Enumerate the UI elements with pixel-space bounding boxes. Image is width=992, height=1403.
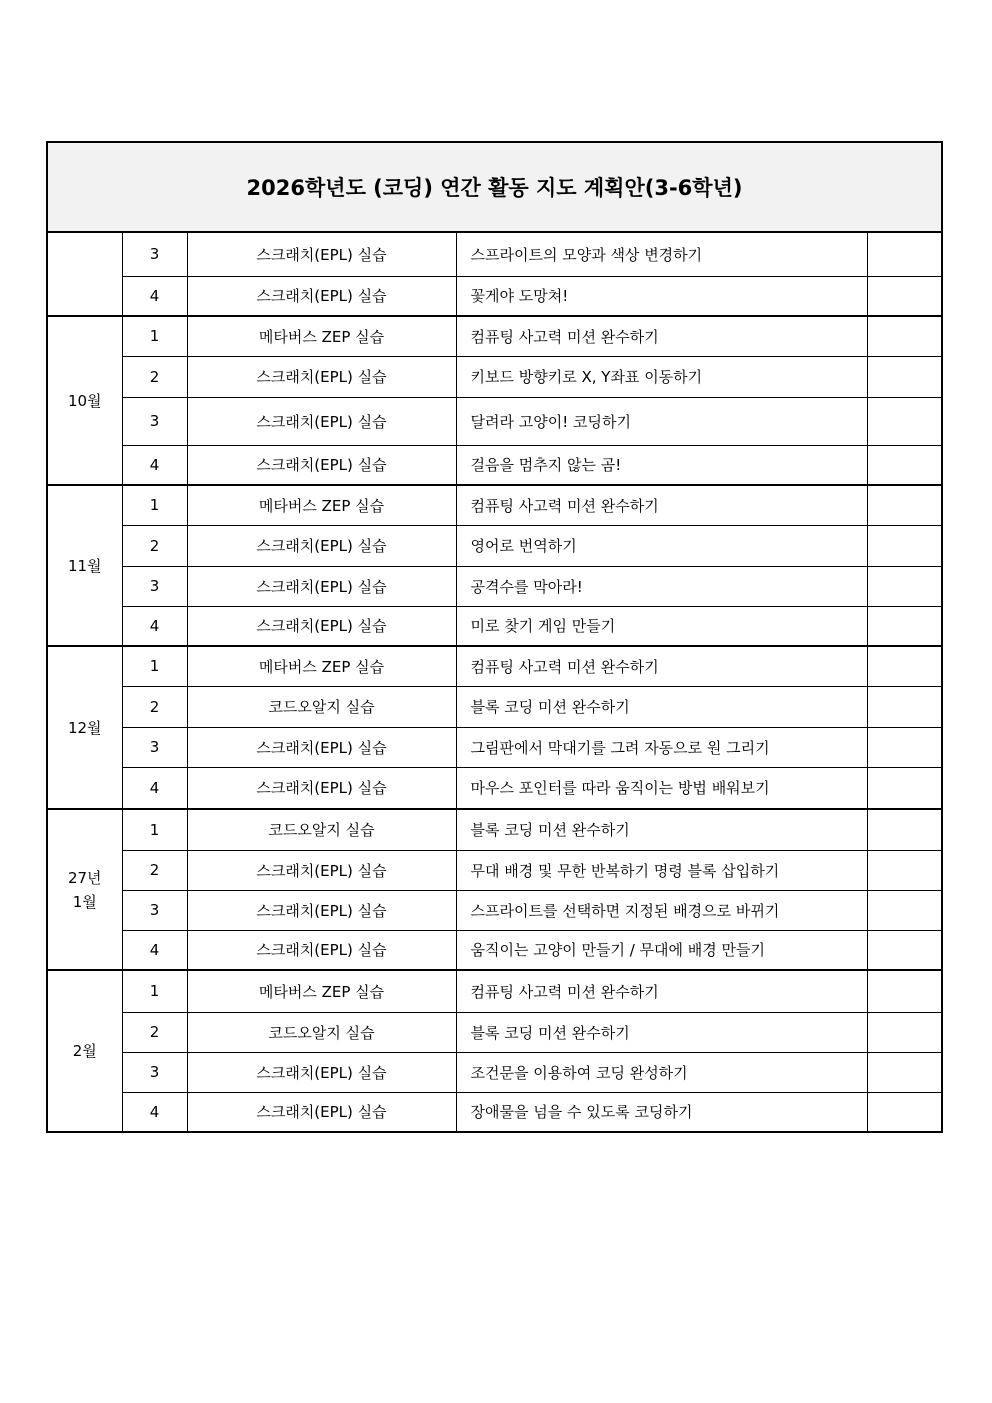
week-cell: 3 — [122, 232, 187, 276]
program-cell: 스크래치(EPL) 실습 — [187, 930, 456, 970]
week-cell: 4 — [122, 767, 187, 809]
month-cell: 11월 — [47, 485, 122, 646]
activity-cell: 걸음을 멈추지 않는 곰! — [456, 445, 867, 485]
week-cell: 4 — [122, 276, 187, 316]
table-row — [47, 232, 942, 276]
activity-cell: 컴퓨팅 사고력 미션 완수하기 — [456, 485, 867, 525]
program-cell: 스크래치(EPL) 실습 — [187, 276, 456, 316]
program-cell: 스크래치(EPL) 실습 — [187, 606, 456, 646]
week-cell: 3 — [122, 566, 187, 606]
table-row — [47, 445, 942, 485]
table-row — [47, 397, 942, 445]
title-row — [47, 142, 942, 232]
plan-document — [46, 141, 941, 1133]
table-row — [47, 890, 942, 930]
activity-cell: 스프라이트의 모양과 색상 변경하기 — [456, 232, 867, 276]
activity-cell: 블록 코딩 미션 완수하기 — [456, 1012, 867, 1052]
activity-cell: 블록 코딩 미션 완수하기 — [456, 809, 867, 850]
week-cell: 3 — [122, 727, 187, 767]
program-cell: 스크래치(EPL) 실습 — [187, 1092, 456, 1132]
week-cell: 4 — [122, 606, 187, 646]
week-cell: 1 — [122, 970, 187, 1012]
week-cell: 4 — [122, 445, 187, 485]
table-row — [47, 485, 942, 525]
table-row — [47, 525, 942, 566]
table-row — [47, 646, 942, 686]
month-label: 1월 — [72, 892, 97, 911]
program-cell: 코드오알지 실습 — [187, 686, 456, 727]
table-row — [47, 727, 942, 767]
activity-cell: 움직이는 고양이 만들기 / 무대에 배경 만들기 — [456, 930, 867, 970]
program-cell: 스크래치(EPL) 실습 — [187, 356, 456, 397]
program-cell: 스크래치(EPL) 실습 — [187, 890, 456, 930]
activity-cell: 조건문을 이용하여 코딩 완성하기 — [456, 1052, 867, 1092]
month-cell — [47, 232, 122, 316]
program-cell: 코드오알지 실습 — [187, 809, 456, 850]
table-row — [47, 809, 942, 850]
program-cell: 스크래치(EPL) 실습 — [187, 566, 456, 606]
activity-cell: 스프라이트를 선택하면 지정된 배경으로 바뀌기 — [456, 890, 867, 930]
program-cell: 스크래치(EPL) 실습 — [187, 232, 456, 276]
activity-cell: 공격수를 막아라! — [456, 566, 867, 606]
week-cell: 2 — [122, 525, 187, 566]
week-cell: 2 — [122, 356, 187, 397]
activity-cell: 꽃게야 도망쳐! — [456, 276, 867, 316]
program-cell: 스크래치(EPL) 실습 — [187, 525, 456, 566]
page-title: 2026학년도 (코딩) 연간 활동 지도 계획안(3-6학년) — [47, 142, 942, 232]
week-cell: 2 — [122, 1012, 187, 1052]
note-cell — [867, 356, 942, 397]
note-cell — [867, 397, 942, 445]
program-cell: 스크래치(EPL) 실습 — [187, 850, 456, 890]
week-cell: 3 — [122, 1052, 187, 1092]
table-row — [47, 606, 942, 646]
table-row — [47, 970, 942, 1012]
note-cell — [867, 1092, 942, 1132]
activity-cell: 그림판에서 막대기를 그려 자동으로 원 그리기 — [456, 727, 867, 767]
note-cell — [867, 767, 942, 809]
activity-cell: 컴퓨팅 사고력 미션 완수하기 — [456, 646, 867, 686]
program-cell: 스크래치(EPL) 실습 — [187, 767, 456, 809]
activity-cell: 무대 배경 및 무한 반복하기 명령 블록 삽입하기 — [456, 850, 867, 890]
activity-cell: 컴퓨팅 사고력 미션 완수하기 — [456, 970, 867, 1012]
week-cell: 3 — [122, 890, 187, 930]
note-cell — [867, 566, 942, 606]
program-cell: 스크래치(EPL) 실습 — [187, 727, 456, 767]
program-cell: 메타버스 ZEP 실습 — [187, 646, 456, 686]
table-row — [47, 850, 942, 890]
note-cell — [867, 1012, 942, 1052]
month-cell: 2월 — [47, 970, 122, 1132]
table-row — [47, 276, 942, 316]
note-cell — [867, 606, 942, 646]
note-cell — [867, 727, 942, 767]
month-cell — [47, 809, 122, 970]
note-cell — [867, 970, 942, 1012]
note-cell — [867, 930, 942, 970]
table-row — [47, 1092, 942, 1132]
table-row — [47, 566, 942, 606]
week-cell: 1 — [122, 809, 187, 850]
annual-plan-table — [46, 141, 943, 1133]
program-cell: 메타버스 ZEP 실습 — [187, 316, 456, 356]
activity-cell: 달려라 고양이! 코딩하기 — [456, 397, 867, 445]
week-cell: 4 — [122, 1092, 187, 1132]
activity-cell: 영어로 번역하기 — [456, 525, 867, 566]
week-cell: 3 — [122, 397, 187, 445]
month-cell: 10월 — [47, 316, 122, 485]
program-cell: 메타버스 ZEP 실습 — [187, 485, 456, 525]
note-cell — [867, 1052, 942, 1092]
table-row — [47, 1052, 942, 1092]
note-cell — [867, 686, 942, 727]
week-cell: 1 — [122, 646, 187, 686]
table-row — [47, 767, 942, 809]
program-cell: 스크래치(EPL) 실습 — [187, 445, 456, 485]
week-cell: 1 — [122, 316, 187, 356]
week-cell: 4 — [122, 930, 187, 970]
note-cell — [867, 646, 942, 686]
note-cell — [867, 890, 942, 930]
activity-cell: 블록 코딩 미션 완수하기 — [456, 686, 867, 727]
note-cell — [867, 316, 942, 356]
activity-cell: 미로 찾기 게임 만들기 — [456, 606, 867, 646]
note-cell — [867, 445, 942, 485]
program-cell: 스크래치(EPL) 실습 — [187, 1052, 456, 1092]
table-row — [47, 1012, 942, 1052]
table-row — [47, 356, 942, 397]
activity-cell: 컴퓨팅 사고력 미션 완수하기 — [456, 316, 867, 356]
week-cell: 2 — [122, 850, 187, 890]
week-cell: 2 — [122, 686, 187, 727]
program-cell: 스크래치(EPL) 실습 — [187, 397, 456, 445]
program-cell: 코드오알지 실습 — [187, 1012, 456, 1052]
note-cell — [867, 485, 942, 525]
program-cell: 메타버스 ZEP 실습 — [187, 970, 456, 1012]
table-row — [47, 316, 942, 356]
note-cell — [867, 525, 942, 566]
note-cell — [867, 850, 942, 890]
month-year-label: 27년 — [67, 868, 102, 887]
activity-cell: 장애물을 넘을 수 있도록 코딩하기 — [456, 1092, 867, 1132]
week-cell: 1 — [122, 485, 187, 525]
activity-cell: 마우스 포인터를 따라 움직이는 방법 배워보기 — [456, 767, 867, 809]
note-cell — [867, 232, 942, 276]
note-cell — [867, 809, 942, 850]
note-cell — [867, 276, 942, 316]
activity-cell: 키보드 방향키로 X, Y좌표 이동하기 — [456, 356, 867, 397]
table-row — [47, 930, 942, 970]
table-row — [47, 686, 942, 727]
month-cell: 12월 — [47, 646, 122, 809]
